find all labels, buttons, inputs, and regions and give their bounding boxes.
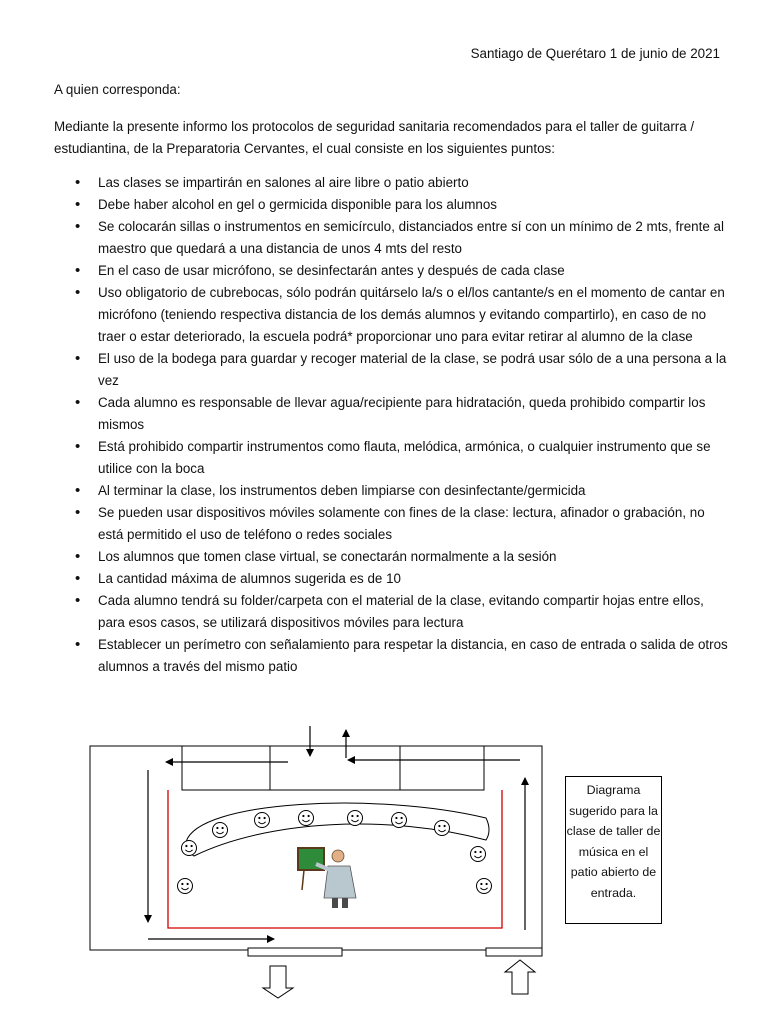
date-line: Santiago de Querétaro 1 de junio de 2021 <box>470 46 720 61</box>
list-item: • La cantidad máxima de alumnos sugerida es de 10 <box>54 568 730 590</box>
teacher-at-board-icon <box>298 848 356 908</box>
list-item: • Está prohibido compartir instrumentos como flauta, melódica, armónica, o cualquier instrumento que se utilice con la boca <box>54 436 730 480</box>
list-item: • Cada alumno es responsable de llevar agua/recipiente para hidratación, queda prohibido compartir los mismos <box>54 392 730 436</box>
entrance-door <box>486 948 542 956</box>
intro-paragraph: Mediante la presente informo los protocolos de seguridad sanitaria recomendados para el taller de guitarra / estudiantina, de la Preparatoria Cervantes, el cual consiste en los siguientes puntos: <box>54 119 695 156</box>
exit-door <box>248 948 342 956</box>
student-icon <box>477 879 492 894</box>
classroom-diagram <box>88 722 548 1022</box>
list-item: • Cada alumno tendrá su folder/carpeta con el material de la clase, evitando compartir hojas entre ellos, para esos casos, se utilizará dispositivos móviles para lectura <box>54 590 730 634</box>
student-icon <box>182 841 197 856</box>
list-item: • Al terminar la clase, los instrumentos deben limpiarse con desinfectante/germicida <box>54 480 730 502</box>
diagram-caption: Diagrama sugerido para la clase de taller de música en el patio abierto de entrada. <box>565 776 662 924</box>
student-icon <box>471 847 486 862</box>
rooms-row <box>182 746 484 790</box>
list-item: • Establecer un perímetro con señalamiento para respetar la distancia, en caso de entrada o salida de otros alumnos a través del mismo patio <box>54 634 730 678</box>
list-item: • En el caso de usar micrófono, se desinfectarán antes y después de cada clase <box>54 260 730 282</box>
student-icon <box>435 821 450 836</box>
student-icon <box>392 813 407 828</box>
entrance-arrow-icon <box>505 960 535 994</box>
protocol-list <box>54 172 730 678</box>
list-item: • El uso de la bodega para guardar y recoger material de la clase, se podrá usar sólo de a una persona a la vez <box>54 348 730 392</box>
student-icon <box>178 879 193 894</box>
student-icon <box>255 813 270 828</box>
student-icon <box>213 823 228 838</box>
list-item: • Se pueden usar dispositivos móviles solamente con fines de la clase: lectura, afinador o grabación, no está permitido el uso de teléfono o redes sociales <box>54 502 730 546</box>
list-item: • Los alumnos que tomen clase virtual, se conectarán normalmente a la sesión <box>54 546 730 568</box>
list-item: • Las clases se impartirán en salones al aire libre o patio abierto <box>54 172 730 194</box>
list-item: • Debe haber alcohol en gel o germicida disponible para los alumnos <box>54 194 730 216</box>
list-item: • Uso obligatorio de cubrebocas, sólo podrán quitárselo la/s o el/los cantante/s en el momento de cantar en micrófono (teniendo respectiva distancia de los demás alumnos y evitando compartirlo), en caso de no traer o estar deteriorado, la escuela podrá* proporcionar uno para evitar retirar al alumno de la clase <box>54 282 730 348</box>
student-icon <box>299 811 314 826</box>
greeting: A quien corresponda: <box>54 82 181 97</box>
student-icon <box>348 811 363 826</box>
exit-arrow-icon <box>263 966 293 998</box>
list-item: • Se colocarán sillas o instrumentos en semicírculo, distanciados entre sí con un mínimo de 2 mts, frente al maestro que quedará a una distancia de unos 4 mts del resto <box>54 216 730 260</box>
